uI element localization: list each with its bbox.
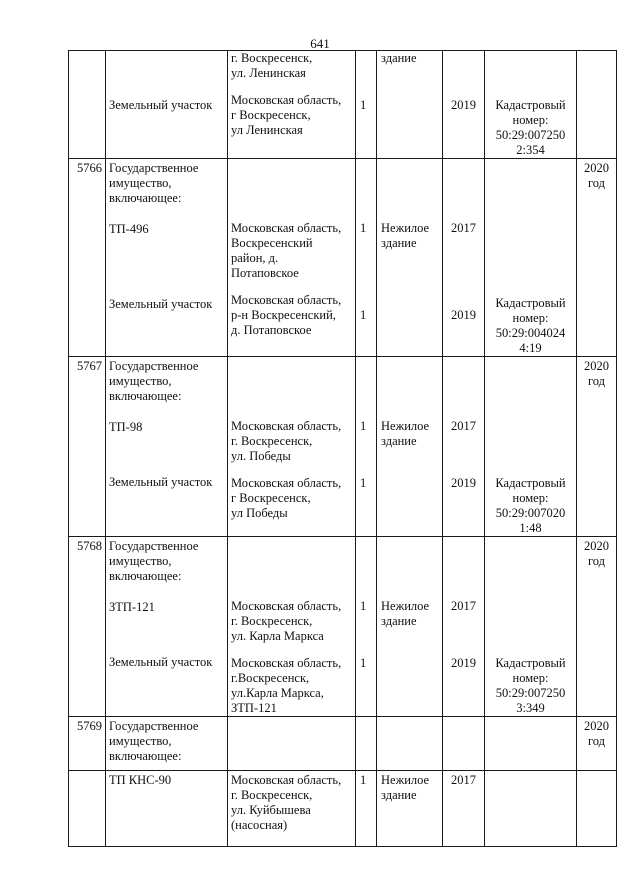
deadline-value: год <box>587 374 606 388</box>
object-name-cell <box>106 159 228 357</box>
record-number-cell <box>69 771 106 847</box>
cadastral-line: 50:29:004024 <box>495 326 566 340</box>
deadline-cell <box>577 159 617 357</box>
cadastral-cell <box>485 357 577 537</box>
year-cell <box>443 159 485 357</box>
deadline-value: 2020 <box>584 161 609 175</box>
address-line: г. Воскресенск, <box>231 788 313 802</box>
address-cell <box>228 717 356 771</box>
quantity-cell <box>356 357 377 537</box>
address-line: ул. Ленинская <box>231 66 306 80</box>
cadastral-line: 3:349 <box>516 701 545 715</box>
address-line: р-н Воскресенский, <box>231 308 336 322</box>
address-cell <box>228 537 356 717</box>
cadastral-cell <box>485 771 577 847</box>
purpose-cell <box>377 51 443 159</box>
group-header: включающее: <box>109 569 182 583</box>
page-number: 641 <box>310 36 330 51</box>
deadline-value: 2020 <box>584 359 609 373</box>
group-header: Государственное <box>109 719 199 733</box>
purpose-value: здание <box>381 788 417 802</box>
land-name: Земельный участок <box>109 475 213 489</box>
deadline-value: 2020 <box>584 539 609 553</box>
year-cell <box>443 51 485 159</box>
deadline-value: год <box>587 734 606 748</box>
purpose-cell <box>377 159 443 357</box>
year-cell <box>443 717 485 771</box>
cadastral-line: 2:354 <box>516 143 545 157</box>
quantity-cell <box>356 537 377 717</box>
address-line: г. Воскресенск, <box>231 51 313 65</box>
purpose-cell <box>377 717 443 771</box>
address-line: Московская область, <box>231 419 342 433</box>
quantity-value: 1 <box>360 599 367 613</box>
year-value: 2019 <box>451 308 476 322</box>
cadastral-line: номер: <box>512 113 549 127</box>
address-line: Московская область, <box>231 93 342 107</box>
address-line: Московская область, <box>231 773 342 787</box>
object-name-cell <box>106 717 228 771</box>
purpose-value: здание <box>381 236 417 250</box>
purpose-value: Нежилое <box>381 419 430 433</box>
group-header: Государственное <box>109 539 199 553</box>
year-value: 2017 <box>451 221 476 235</box>
deadline-cell <box>577 51 617 159</box>
group-header: включающее: <box>109 389 182 403</box>
record-number: 5767 <box>69 357 106 537</box>
purpose-cell <box>377 771 443 847</box>
record-number: 5768 <box>69 537 106 717</box>
table-row <box>69 717 617 771</box>
deadline-value: год <box>587 176 606 190</box>
address-line: ул. Карла Маркса <box>231 629 324 643</box>
deadline-cell <box>577 537 617 717</box>
object-name-cell <box>106 771 228 847</box>
address-cell <box>228 771 356 847</box>
deadline-cell <box>577 357 617 537</box>
cadastral-line: Кадастровый <box>495 476 566 490</box>
quantity-cell <box>356 159 377 357</box>
address-line: ул Победы <box>231 506 288 520</box>
address-line: ул.Карла Маркса, <box>231 686 324 700</box>
building-name: ТП КНС-90 <box>109 773 172 787</box>
address-line: ул. Победы <box>231 449 291 463</box>
group-header: имущество, <box>109 374 172 388</box>
address-line: Московская область, <box>231 656 342 670</box>
cadastral-line: 50:29:007020 <box>495 506 566 520</box>
object-name-cell <box>106 357 228 537</box>
purpose-cell <box>377 357 443 537</box>
year-value: 2019 <box>451 476 476 490</box>
group-header: имущество, <box>109 176 172 190</box>
address-cell <box>228 51 356 159</box>
record-number: 5766 <box>69 159 106 357</box>
address-line: Воскресенский <box>231 236 313 250</box>
table-row <box>69 357 617 537</box>
year-value: 2017 <box>451 773 476 787</box>
address-cell <box>228 159 356 357</box>
land-name: Земельный участок <box>109 297 213 311</box>
table-row <box>69 51 617 159</box>
address-line: г.Воскресенск, <box>231 671 310 685</box>
year-value: 2017 <box>451 419 476 433</box>
address-line: Потаповское <box>231 266 299 280</box>
group-header: Государственное <box>109 359 199 373</box>
quantity-value: 1 <box>360 419 367 433</box>
land-name: Земельный участок <box>109 655 213 669</box>
address-line: район, д. <box>231 251 279 265</box>
building-name: ЗТП-121 <box>109 600 155 614</box>
quantity-cell <box>356 717 377 771</box>
cadastral-line: Кадастровый <box>495 296 566 310</box>
address-line: г Воскресенск, <box>231 108 311 122</box>
address-line: ЗТП-121 <box>231 701 277 715</box>
address-line: г Воскресенск, <box>231 491 311 505</box>
object-name-cell <box>106 51 228 159</box>
group-header: имущество, <box>109 734 172 748</box>
address-line: Московская область, <box>231 221 342 235</box>
table-row <box>69 771 617 847</box>
quantity-value: 1 <box>360 476 367 490</box>
purpose-value: Нежилое <box>381 599 430 613</box>
table-row <box>69 537 617 717</box>
table-row <box>69 159 617 357</box>
address-line: г. Воскресенск, <box>231 434 313 448</box>
year-value: 2019 <box>451 98 476 112</box>
year-value: 2019 <box>451 656 476 670</box>
quantity-value: 1 <box>360 98 367 112</box>
purpose-value: здание <box>381 51 417 65</box>
land-name: Земельный участок <box>109 98 213 112</box>
year-cell <box>443 537 485 717</box>
cadastral-line: номер: <box>512 671 549 685</box>
cadastral-line: номер: <box>512 311 549 325</box>
group-header: Государственное <box>109 161 199 175</box>
cadastral-line: Кадастровый <box>495 98 566 112</box>
cadastral-line: номер: <box>512 491 549 505</box>
address-cell <box>228 357 356 537</box>
record-number-cell <box>69 51 106 159</box>
year-cell <box>443 357 485 537</box>
building-name: ТП-496 <box>109 222 149 236</box>
address-line: ул Ленинская <box>231 123 303 137</box>
object-name-cell <box>106 537 228 717</box>
address-line: Московская область, <box>231 599 342 613</box>
quantity-cell <box>356 771 377 847</box>
group-header: включающее: <box>109 749 182 763</box>
property-table <box>68 50 617 847</box>
cadastral-cell <box>485 159 577 357</box>
purpose-value: здание <box>381 434 417 448</box>
quantity-value: 1 <box>360 308 367 322</box>
quantity-value: 1 <box>360 773 367 787</box>
quantity-value: 1 <box>360 656 367 670</box>
cadastral-cell <box>485 51 577 159</box>
deadline-value: год <box>587 554 606 568</box>
cadastral-line: Кадастровый <box>495 656 566 670</box>
quantity-value: 1 <box>360 221 367 235</box>
record-number: 5769 <box>69 717 106 771</box>
address-line: Московская область, <box>231 476 342 490</box>
deadline-value: 2020 <box>584 719 609 733</box>
group-header: имущество, <box>109 554 172 568</box>
cadastral-cell <box>485 717 577 771</box>
address-line: (насосная) <box>231 818 288 832</box>
cadastral-line: 1:48 <box>519 521 542 535</box>
purpose-cell <box>377 537 443 717</box>
purpose-value: Нежилое <box>381 773 430 787</box>
group-header: включающее: <box>109 191 182 205</box>
cadastral-line: 50:29:007250 <box>495 128 566 142</box>
address-line: Московская область, <box>231 293 342 307</box>
building-name: ТП-98 <box>109 420 143 434</box>
year-value: 2017 <box>451 599 476 613</box>
deadline-cell <box>577 771 617 847</box>
address-line: ул. Куйбышева <box>231 803 311 817</box>
cadastral-cell <box>485 537 577 717</box>
address-line: г. Воскресенск, <box>231 614 313 628</box>
address-line: д. Потаповское <box>231 323 312 337</box>
cadastral-line: 50:29:007250 <box>495 686 566 700</box>
purpose-value: Нежилое <box>381 221 430 235</box>
cadastral-line: 4:19 <box>519 341 542 355</box>
deadline-cell <box>577 717 617 771</box>
quantity-cell <box>356 51 377 159</box>
purpose-value: здание <box>381 614 417 628</box>
year-cell <box>443 771 485 847</box>
